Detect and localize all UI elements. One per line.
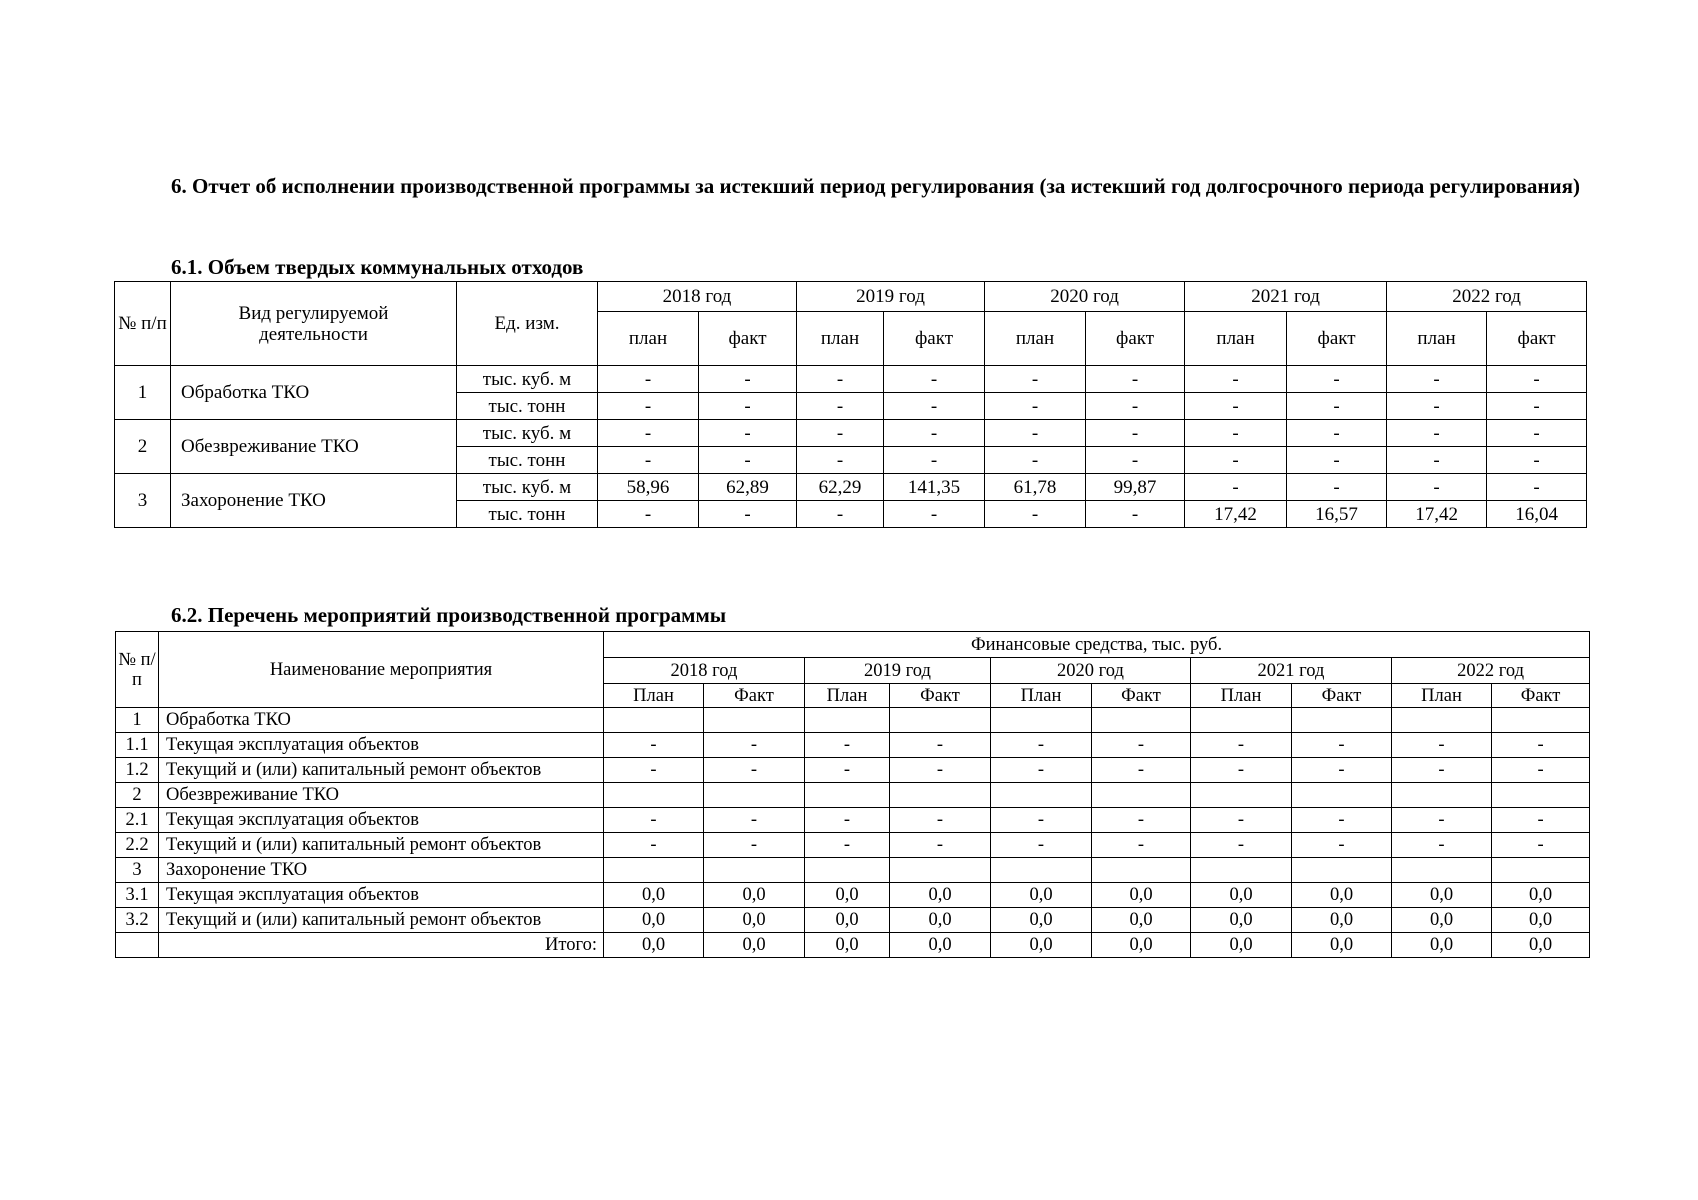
table-row	[116, 758, 1590, 783]
value-cell	[991, 858, 1092, 883]
fact-header: факт	[699, 312, 797, 366]
year-header: 2020 год	[985, 282, 1185, 312]
value-cell: -	[1292, 758, 1392, 783]
value-cell: -	[890, 733, 991, 758]
value-cell: 0,0	[1092, 883, 1191, 908]
value-cell: -	[598, 366, 699, 393]
value-cell: -	[1492, 733, 1590, 758]
value-cell: -	[604, 833, 704, 858]
value-cell: 0,0	[991, 883, 1092, 908]
table-row	[115, 474, 1587, 501]
value-cell: 0,0	[1492, 908, 1590, 933]
value-cell: -	[985, 393, 1086, 420]
value-cell: -	[1086, 420, 1185, 447]
total-value-cell: 0,0	[1292, 933, 1392, 958]
year-header: 2022 год	[1392, 658, 1590, 684]
value-cell	[1492, 858, 1590, 883]
value-cell	[1092, 858, 1191, 883]
value-cell: -	[1191, 808, 1292, 833]
value-cell: 0,0	[1392, 908, 1492, 933]
value-cell	[1392, 858, 1492, 883]
value-cell: -	[1191, 733, 1292, 758]
value-cell: -	[1487, 420, 1587, 447]
value-cell: -	[991, 808, 1092, 833]
value-cell: -	[1086, 393, 1185, 420]
value-cell: -	[1492, 808, 1590, 833]
row-number: 2	[116, 783, 159, 808]
value-cell	[805, 708, 890, 733]
value-cell: 17,42	[1185, 501, 1287, 528]
value-cell: -	[704, 808, 805, 833]
unit-cell: тыс. тонн	[457, 501, 598, 528]
value-cell: -	[991, 733, 1092, 758]
activity-name: Текущий и (или) капитальный ремонт объектов	[159, 833, 604, 858]
value-cell: -	[1287, 393, 1387, 420]
value-cell: 58,96	[598, 474, 699, 501]
total-value-cell: 0,0	[991, 933, 1092, 958]
year-header: 2021 год	[1185, 282, 1387, 312]
value-cell	[604, 858, 704, 883]
value-cell: -	[797, 366, 884, 393]
value-cell	[1292, 708, 1392, 733]
fact-header: Факт	[704, 684, 805, 708]
value-cell	[1092, 783, 1191, 808]
value-cell	[604, 708, 704, 733]
activities-table	[115, 631, 1590, 958]
value-cell: -	[884, 447, 985, 474]
value-cell	[1092, 708, 1191, 733]
value-cell	[890, 858, 991, 883]
value-cell: -	[985, 501, 1086, 528]
value-cell	[1292, 783, 1392, 808]
value-cell: -	[805, 808, 890, 833]
value-cell: -	[1287, 420, 1387, 447]
value-cell: -	[1287, 447, 1387, 474]
fact-header: факт	[884, 312, 985, 366]
table-row	[116, 708, 1590, 733]
plan-header: план	[985, 312, 1086, 366]
activity-name: Текущая эксплуатация объектов	[159, 808, 604, 833]
total-value-cell: 0,0	[1492, 933, 1590, 958]
value-cell: -	[890, 758, 991, 783]
value-cell: -	[1292, 833, 1392, 858]
fact-header: Факт	[890, 684, 991, 708]
value-cell: 0,0	[604, 883, 704, 908]
year-header: 2019 год	[805, 658, 991, 684]
value-cell: -	[1287, 366, 1387, 393]
value-cell: -	[704, 733, 805, 758]
value-cell: -	[1092, 758, 1191, 783]
value-cell: -	[699, 420, 797, 447]
activity-name: Текущий и (или) капитальный ремонт объектов	[159, 908, 604, 933]
value-cell: -	[1392, 758, 1492, 783]
value-cell: 0,0	[704, 908, 805, 933]
value-cell: -	[985, 447, 1086, 474]
value-cell: -	[699, 393, 797, 420]
table-row	[115, 366, 1587, 393]
fact-header: факт	[1086, 312, 1185, 366]
value-cell: -	[797, 393, 884, 420]
table-row	[116, 908, 1590, 933]
value-cell: -	[604, 808, 704, 833]
activity-name: Обработка ТКО	[171, 366, 457, 420]
total-label: Итого:	[159, 933, 604, 958]
activity-name: Обработка ТКО	[159, 708, 604, 733]
value-cell: -	[1292, 808, 1392, 833]
table-row	[116, 808, 1590, 833]
year-header: 2019 год	[797, 282, 985, 312]
value-cell: -	[1287, 474, 1387, 501]
section1-title: 6.1. Объем твердых коммунальных отходов	[171, 255, 584, 279]
value-cell	[1392, 783, 1492, 808]
activity-name: Текущая эксплуатация объектов	[159, 883, 604, 908]
value-cell: 0,0	[890, 883, 991, 908]
value-cell: -	[699, 501, 797, 528]
unit-cell: тыс. куб. м	[457, 366, 598, 393]
value-cell: -	[1292, 733, 1392, 758]
activity-name: Захоронение ТКО	[159, 858, 604, 883]
value-cell: -	[1092, 808, 1191, 833]
value-cell: -	[598, 501, 699, 528]
value-cell: 61,78	[985, 474, 1086, 501]
value-cell: 99,87	[1086, 474, 1185, 501]
row-number: 1	[116, 708, 159, 733]
unit-cell: тыс. тонн	[457, 393, 598, 420]
value-cell: -	[604, 733, 704, 758]
total-value-cell: 0,0	[890, 933, 991, 958]
value-cell: 17,42	[1387, 501, 1487, 528]
activity-name: Захоронение ТКО	[171, 474, 457, 528]
row-number: 3.1	[116, 883, 159, 908]
value-cell	[1292, 858, 1392, 883]
col-header-num: № п/п	[116, 632, 159, 708]
value-cell	[704, 783, 805, 808]
plan-header: план	[797, 312, 884, 366]
col-header-activity: Вид регулируемой деятельности	[171, 282, 457, 366]
year-header: 2022 год	[1387, 282, 1587, 312]
value-cell: 0,0	[1492, 883, 1590, 908]
activity-name: Текущий и (или) капитальный ремонт объектов	[159, 758, 604, 783]
value-cell: -	[884, 366, 985, 393]
value-cell: -	[1487, 474, 1587, 501]
unit-cell: тыс. тонн	[457, 447, 598, 474]
total-value-cell: 0,0	[1092, 933, 1191, 958]
plan-header: план	[1387, 312, 1487, 366]
value-cell: 16,57	[1287, 501, 1387, 528]
plan-header: План	[991, 684, 1092, 708]
value-cell: -	[890, 833, 991, 858]
year-header: 2018 год	[604, 658, 805, 684]
value-cell: 0,0	[805, 908, 890, 933]
value-cell: -	[1086, 501, 1185, 528]
value-cell: -	[1191, 758, 1292, 783]
value-cell: -	[805, 733, 890, 758]
table-row	[116, 858, 1590, 883]
value-cell: 0,0	[1292, 908, 1392, 933]
value-cell: 0,0	[1392, 883, 1492, 908]
value-cell: -	[1185, 474, 1287, 501]
value-cell: 0,0	[991, 908, 1092, 933]
row-number: 3	[116, 858, 159, 883]
value-cell: -	[1487, 447, 1587, 474]
value-cell	[805, 858, 890, 883]
value-cell: 62,29	[797, 474, 884, 501]
value-cell: -	[1092, 733, 1191, 758]
document-heading: 6. Отчет об исполнении производственной программы за истекший период регулирования (за истекший год долгосрочного периода регулирования)	[171, 174, 1580, 198]
value-cell: -	[884, 420, 985, 447]
year-header: 2020 год	[991, 658, 1191, 684]
value-cell: -	[598, 447, 699, 474]
value-cell	[1191, 858, 1292, 883]
value-cell: -	[1492, 758, 1590, 783]
value-cell: 0,0	[805, 883, 890, 908]
value-cell	[604, 783, 704, 808]
value-cell: -	[1092, 833, 1191, 858]
value-cell: -	[1487, 366, 1587, 393]
waste-volume-table	[114, 281, 1587, 528]
value-cell: -	[1387, 393, 1487, 420]
value-cell: -	[1387, 474, 1487, 501]
value-cell	[991, 708, 1092, 733]
value-cell: -	[598, 420, 699, 447]
activity-name: Обезвреживание ТКО	[159, 783, 604, 808]
value-cell: -	[1086, 447, 1185, 474]
value-cell	[890, 783, 991, 808]
value-cell: -	[699, 447, 797, 474]
fact-header: Факт	[1092, 684, 1191, 708]
value-cell	[1191, 708, 1292, 733]
value-cell: 0,0	[1292, 883, 1392, 908]
value-cell: -	[604, 758, 704, 783]
plan-header: План	[805, 684, 890, 708]
table-row	[115, 420, 1587, 447]
total-value-cell: 0,0	[805, 933, 890, 958]
plan-header: план	[1185, 312, 1287, 366]
value-cell: -	[797, 420, 884, 447]
total-value-cell: 0,0	[1392, 933, 1492, 958]
value-cell	[991, 783, 1092, 808]
value-cell	[1492, 783, 1590, 808]
value-cell: -	[890, 808, 991, 833]
value-cell: -	[1086, 366, 1185, 393]
plan-header: План	[1392, 684, 1492, 708]
col-header-name: Наименование мероприятия	[159, 632, 604, 708]
value-cell	[704, 708, 805, 733]
fact-header: факт	[1487, 312, 1587, 366]
value-cell: -	[805, 833, 890, 858]
plan-header: План	[604, 684, 704, 708]
value-cell: 62,89	[699, 474, 797, 501]
value-cell: -	[1185, 447, 1287, 474]
value-cell: -	[797, 447, 884, 474]
year-header: 2018 год	[598, 282, 797, 312]
total-number-empty	[116, 933, 159, 958]
value-cell: 0,0	[704, 883, 805, 908]
total-value-cell: 0,0	[604, 933, 704, 958]
value-cell	[1392, 708, 1492, 733]
value-cell: -	[598, 393, 699, 420]
value-cell: -	[1492, 833, 1590, 858]
table-row	[116, 733, 1590, 758]
value-cell: -	[1185, 366, 1287, 393]
value-cell: -	[1392, 833, 1492, 858]
value-cell: -	[985, 420, 1086, 447]
plan-header: План	[1191, 684, 1292, 708]
value-cell	[704, 858, 805, 883]
value-cell: -	[1487, 393, 1587, 420]
row-number: 1.1	[116, 733, 159, 758]
value-cell: 0,0	[604, 908, 704, 933]
year-header: 2021 год	[1191, 658, 1392, 684]
col-header-unit: Ед. изм.	[457, 282, 598, 366]
total-value-cell: 0,0	[704, 933, 805, 958]
funds-header: Финансовые средства, тыс. руб.	[604, 632, 1590, 658]
value-cell: -	[1392, 808, 1492, 833]
col-header-num: № п/п	[115, 282, 171, 366]
fact-header: факт	[1287, 312, 1387, 366]
row-number: 2.2	[116, 833, 159, 858]
row-number: 3.2	[116, 908, 159, 933]
value-cell: -	[1191, 833, 1292, 858]
value-cell: -	[985, 366, 1086, 393]
value-cell: -	[1392, 733, 1492, 758]
value-cell	[890, 708, 991, 733]
activity-name: Обезвреживание ТКО	[171, 420, 457, 474]
value-cell: -	[797, 501, 884, 528]
value-cell	[1191, 783, 1292, 808]
value-cell: 0,0	[1191, 908, 1292, 933]
value-cell: 141,35	[884, 474, 985, 501]
value-cell	[1492, 708, 1590, 733]
value-cell: 16,04	[1487, 501, 1587, 528]
value-cell: 0,0	[1191, 883, 1292, 908]
value-cell: -	[1387, 366, 1487, 393]
unit-cell: тыс. куб. м	[457, 420, 598, 447]
row-number: 3	[115, 474, 171, 528]
row-number: 1	[115, 366, 171, 420]
value-cell: -	[805, 758, 890, 783]
fact-header: Факт	[1492, 684, 1590, 708]
value-cell: -	[1185, 420, 1287, 447]
row-number: 2	[115, 420, 171, 474]
activity-name: Текущая эксплуатация объектов	[159, 733, 604, 758]
total-value-cell: 0,0	[1191, 933, 1292, 958]
section2-title: 6.2. Перечень мероприятий производственной программы	[171, 603, 727, 627]
value-cell: -	[884, 501, 985, 528]
row-number: 1.2	[116, 758, 159, 783]
value-cell: -	[1387, 420, 1487, 447]
value-cell	[805, 783, 890, 808]
value-cell: -	[1185, 393, 1287, 420]
fact-header: Факт	[1292, 684, 1392, 708]
value-cell: -	[884, 393, 985, 420]
plan-header: план	[598, 312, 699, 366]
value-cell: -	[991, 833, 1092, 858]
value-cell: -	[704, 833, 805, 858]
row-number: 2.1	[116, 808, 159, 833]
total-row	[116, 933, 1590, 958]
value-cell: 0,0	[890, 908, 991, 933]
unit-cell: тыс. куб. м	[457, 474, 598, 501]
table-row	[116, 833, 1590, 858]
table-row	[116, 883, 1590, 908]
table-row	[116, 783, 1590, 808]
value-cell: -	[1387, 447, 1487, 474]
value-cell: 0,0	[1092, 908, 1191, 933]
value-cell: -	[704, 758, 805, 783]
value-cell: -	[991, 758, 1092, 783]
value-cell: -	[699, 366, 797, 393]
